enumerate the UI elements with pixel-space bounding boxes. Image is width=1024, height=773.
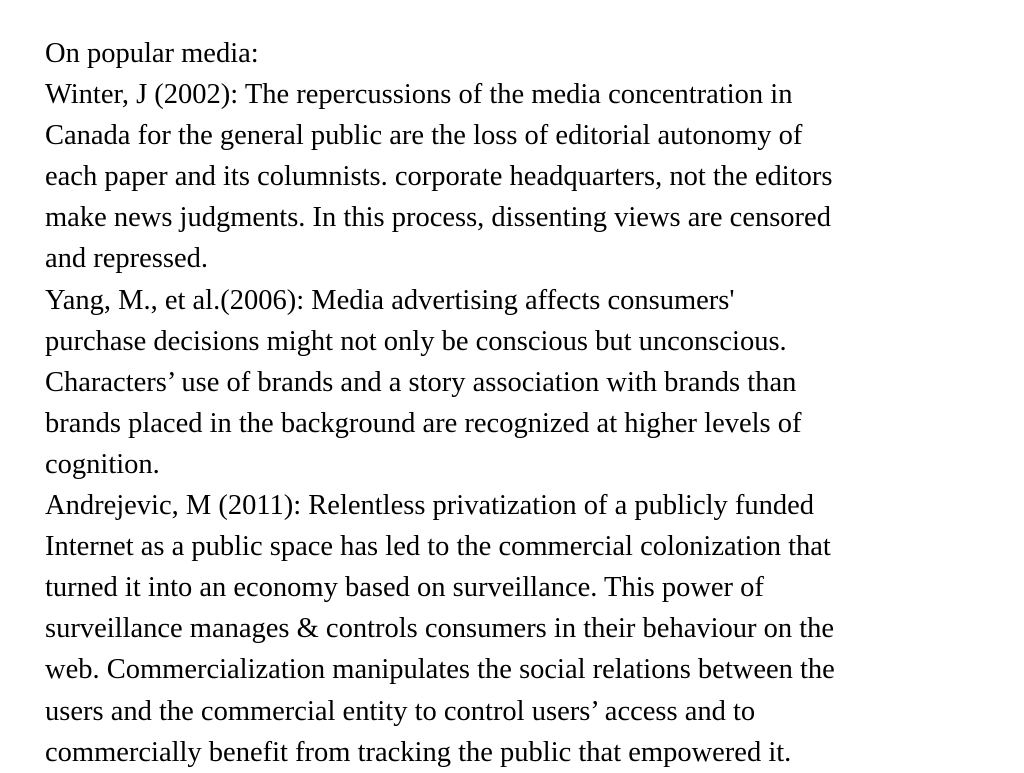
citation-andrejevic-2011 <box>45 485 1000 773</box>
text-line: Winter, J (2002): The repercussions of the media concentration in <box>45 79 793 111</box>
text-line: Internet as a public space has led to the commercial colonization that <box>45 531 831 563</box>
citation-yang-2006 <box>45 280 1000 485</box>
citation-winter-2002 <box>45 74 1000 279</box>
text-line: Andrejevic, M (2011): Relentless privatization of a publicly funded <box>45 490 815 522</box>
text-line: commercially benefit from tracking the public that empowered it. <box>45 736 792 768</box>
text-line: Yang, M., et al.(2006): Media advertising affects consumers' <box>45 284 735 316</box>
text-line: brands placed in the background are recognized at higher levels of <box>45 407 802 439</box>
slide-heading <box>45 33 1000 74</box>
text-line: cognition. <box>45 448 160 480</box>
text-line: purchase decisions might not only be conscious but unconscious. <box>45 325 787 357</box>
slide-body <box>45 33 1000 773</box>
text-line: and repressed. <box>45 243 209 275</box>
text-line: each paper and its columnists. corporate headquarters, not the editors <box>45 161 833 193</box>
text-line: make news judgments. In this process, dissenting views are censored <box>45 202 831 234</box>
text-line: users and the commercial entity to control users’ access and to <box>45 695 756 727</box>
text-line: turned it into an economy based on surveillance. This power of <box>45 572 764 604</box>
text-line: Characters’ use of brands and a story association with brands than <box>45 366 797 398</box>
text-line: Canada for the general public are the loss of editorial autonomy of <box>45 120 803 152</box>
text-line: surveillance manages & controls consumers in their behaviour on the <box>45 613 835 645</box>
heading-line: On popular media: <box>45 38 259 69</box>
text-line: web. Commercialization manipulates the social relations between the <box>45 654 835 686</box>
